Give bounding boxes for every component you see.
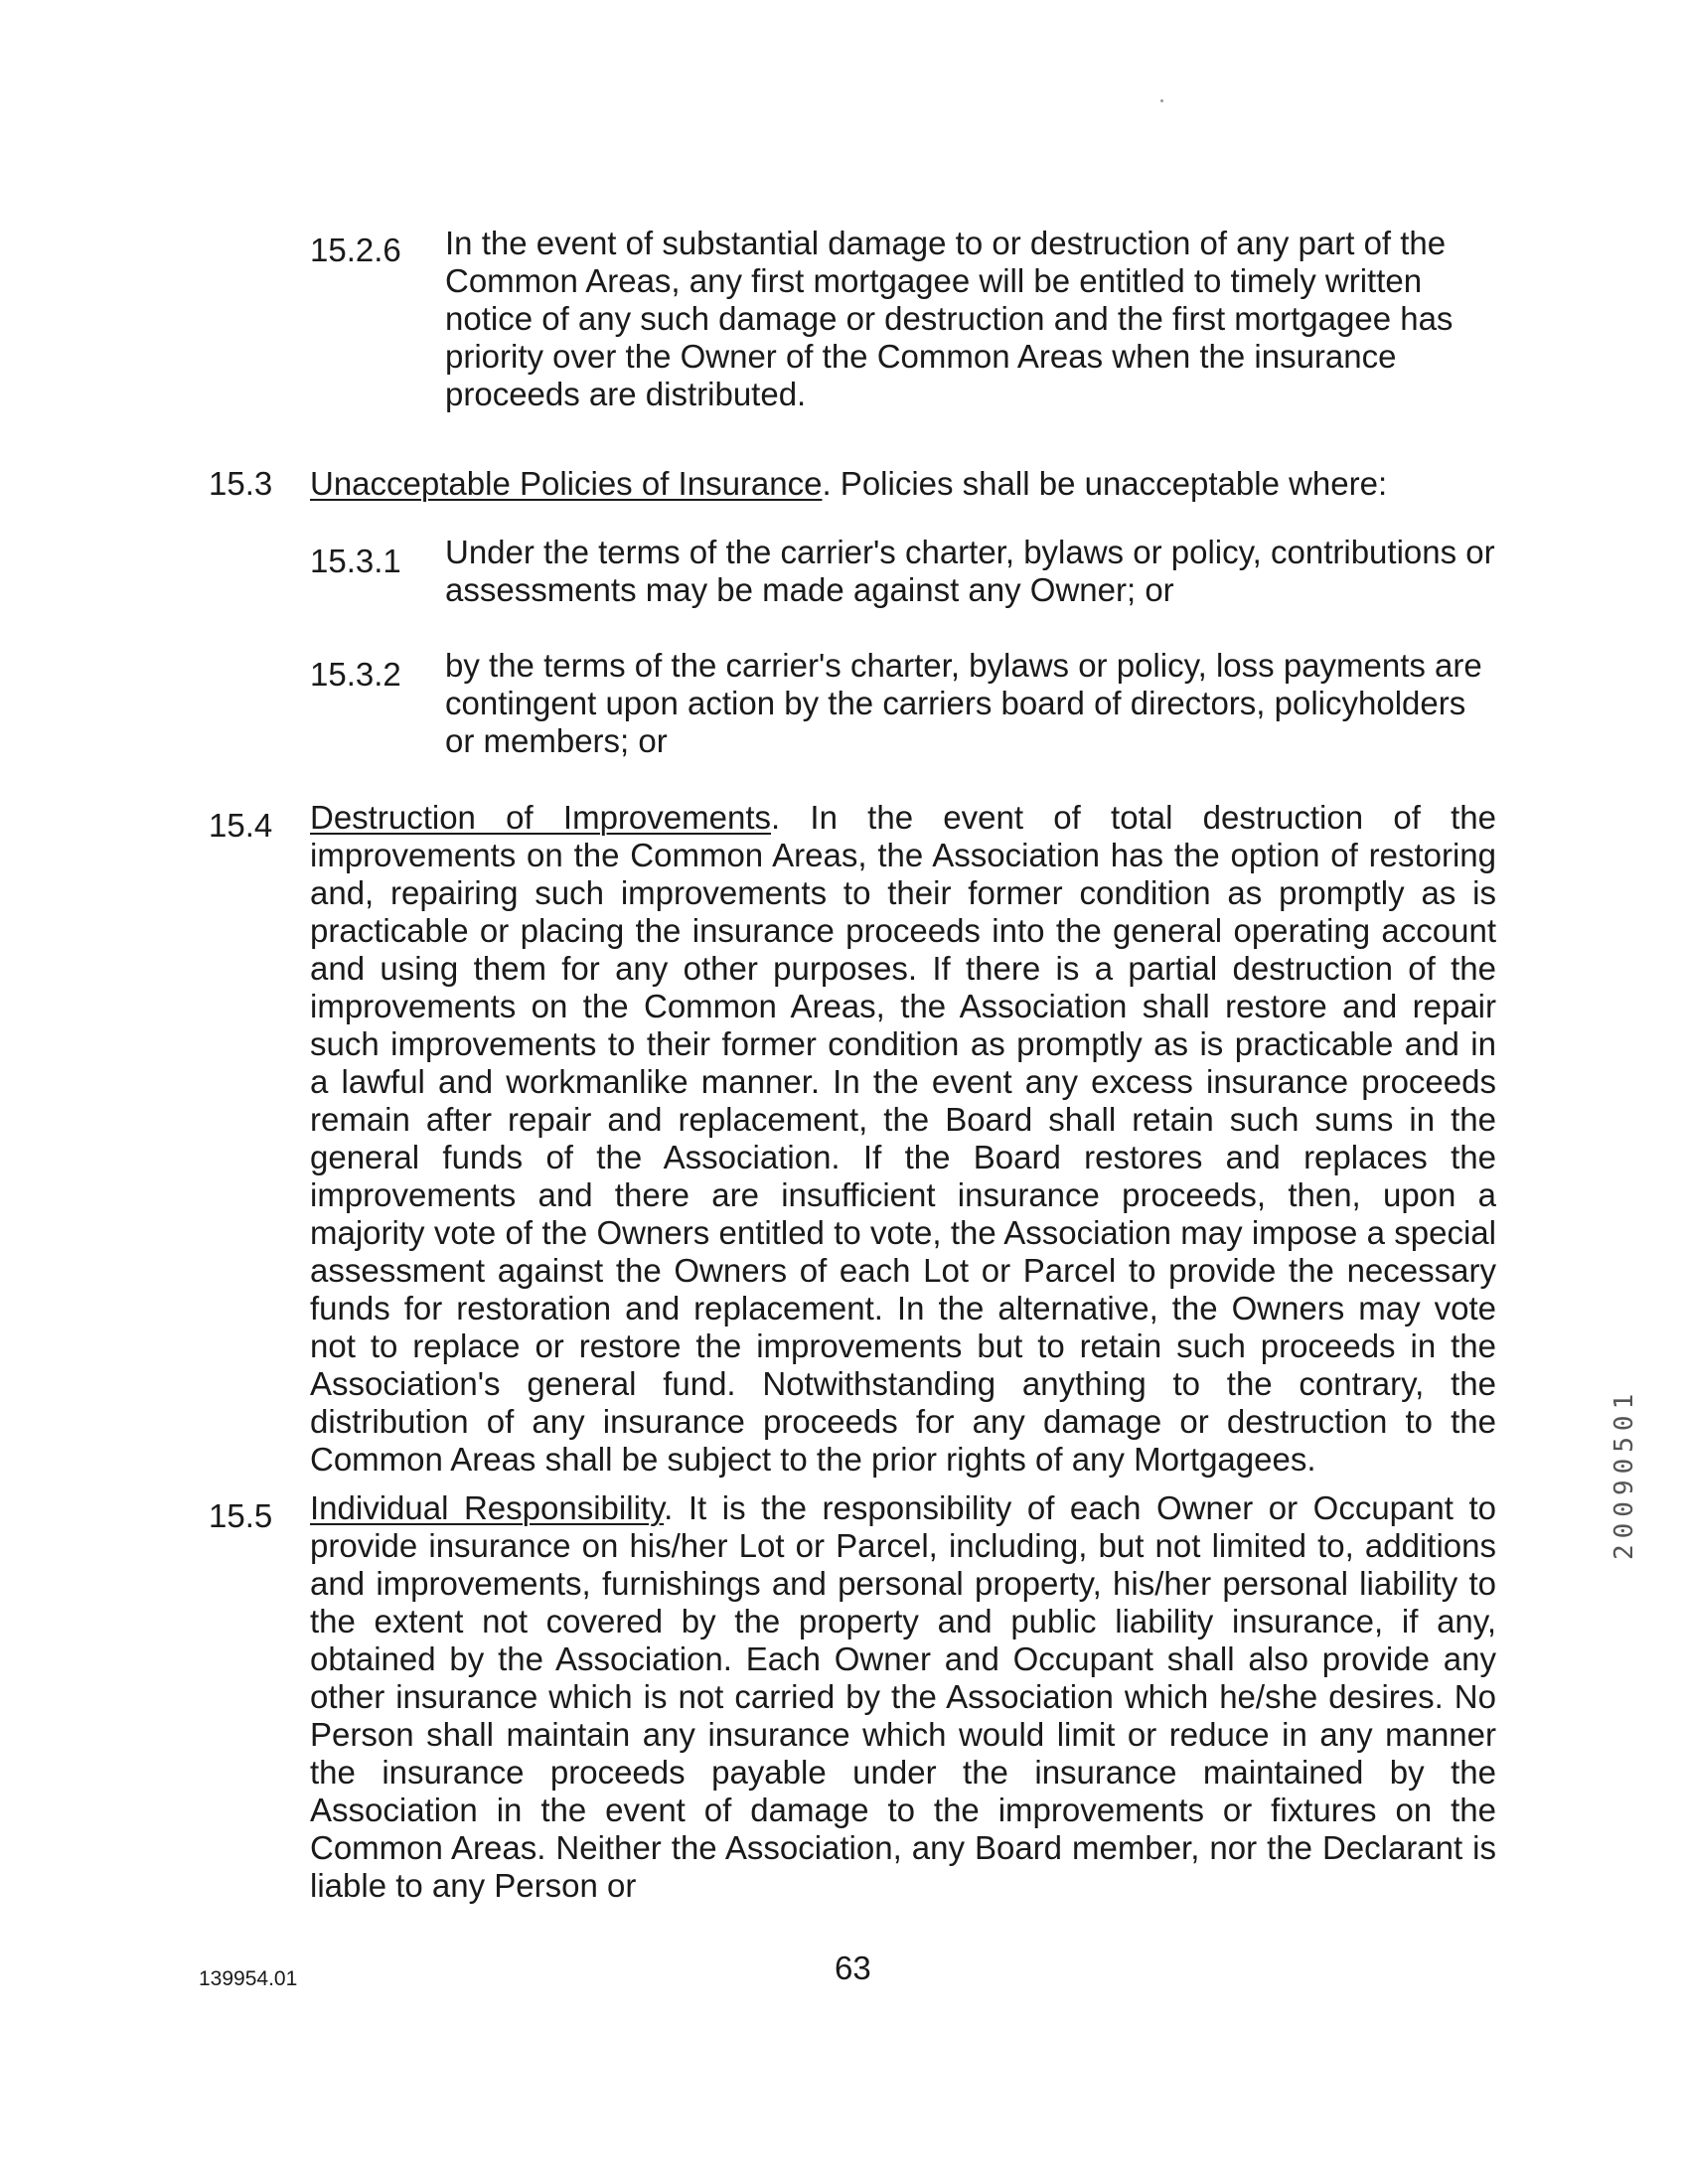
recording-stamp: 20090501 bbox=[1609, 1387, 1639, 1560]
section-15-4-heading: Destruction of Improvements bbox=[310, 799, 771, 836]
section-number-15-3-1: 15.3.1 bbox=[310, 543, 401, 579]
section-number-15-3: 15.3 bbox=[209, 465, 273, 502]
section-15-4-text: . In the event of total destruction of the improvements on the Common Areas, the Association has the option of restoring and, repairing such improvements to their former condition as promptly as is practicable or placing the insurance proceeds into the general operating account and using them for any other purposes. If there is a partial destruction of the improvements on the Common Areas, the Association shall restore and repair such improvements to their former condition as promptly as is practicable and in a lawful and workmanlike manner. In the event any excess insurance proceeds remain after repair and replacement, the Board shall retain such sums in the general funds of the Association. If the Board restores and replaces the improvements and there are insufficient insurance proceeds, then, upon a majority vote of the Owners entitled to vote, the Association may impose a special assessment against the Owners of each Lot or Parcel to provide the necessary funds for restoration and replacement. In the alternative, the Owners may vote not to replace or restore the improvements but to retain such proceeds in the Association's general fund. Notwithstanding anything to the contrary, the distribution of any insurance proceeds for any damage or destruction to the Common Areas shall be subject to the prior rights of any Mortgagees. bbox=[310, 799, 1496, 1478]
page-number: 63 bbox=[835, 1950, 871, 1986]
section-15-3-2-text: by the terms of the carrier's charter, bylaws or policy, loss payments are contingent upon action by the carriers board of directors, policyholders or members; or bbox=[445, 647, 1482, 759]
section-15-3-heading: Unacceptable Policies of Insurance bbox=[310, 465, 823, 502]
section-15-3-1-text: Under the terms of the carrier's charter, bylaws or policy, contributions or assessments may be made against any Owner; or bbox=[445, 534, 1495, 608]
section-number-15-5: 15.5 bbox=[209, 1497, 273, 1534]
section-15-3-text: . Policies shall be unacceptable where: bbox=[822, 465, 1388, 502]
section-number-15-4: 15.4 bbox=[209, 807, 273, 844]
scan-speck bbox=[1160, 99, 1163, 102]
section-15-3 bbox=[209, 465, 1500, 503]
section-15-5-heading: Individual Responsibility bbox=[310, 1489, 665, 1526]
document-id: 139954.01 bbox=[199, 1967, 298, 1990]
section-15-4-paragraph bbox=[310, 799, 1496, 1479]
section-number-15-3-2: 15.3.2 bbox=[310, 656, 401, 693]
section-number-15-2-6: 15.2.6 bbox=[310, 232, 401, 268]
section-15-5-text: . It is the responsibility of each Owner or Occupant to provide insurance on his/her Lot or Parcel, including, but not limited to, additions and improvements, furnishings and personal property, his/her personal liability to the extent not covered by the property and public liability insurance, if any, obtained by the Association. Each Owner and Occupant shall also provide any other insurance which is not carried by the Association which he/she desires. No Person shall maintain any insurance which would limit or reduce in any manner the insurance proceeds payable under the insurance maintained by the Association in the event of damage to the improvements or fixtures on the Common Areas. Neither the Association, any Board member, nor the Declarant is liable to any Person or bbox=[310, 1489, 1496, 1904]
section-15-5-paragraph bbox=[310, 1489, 1496, 1905]
section-15-2-6-text: In the event of substantial damage to or destruction of any part of the Common Areas, any first mortgagee will be entitled to timely written notice of any such damage or destruction and the first mortgagee has priority over the Owner of the Common Areas when the insurance proceeds are distributed. bbox=[445, 225, 1454, 412]
